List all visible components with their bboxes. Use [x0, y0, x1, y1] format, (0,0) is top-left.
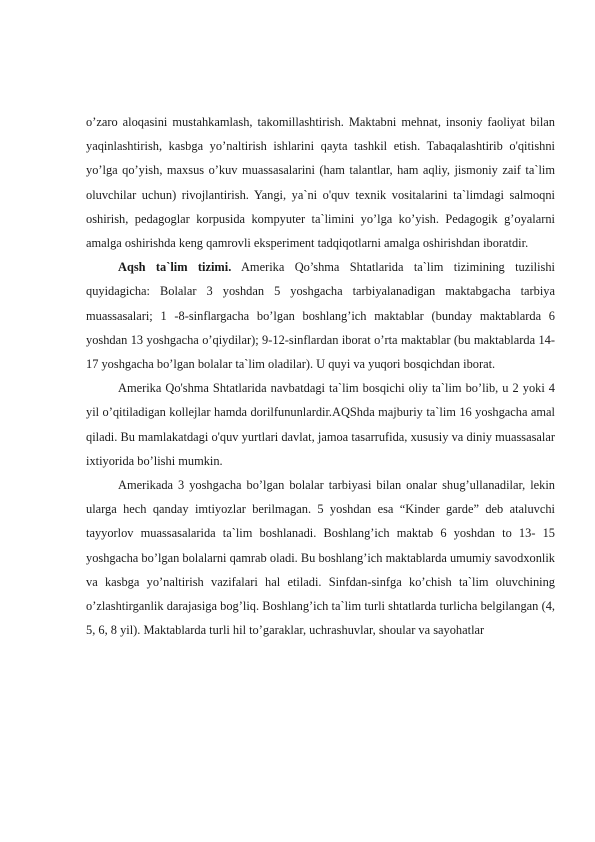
paragraph-4-text: Amerikada 3 yoshgacha bo’lgan bolalar tarbiyasi bilan onalar shug’ullanadilar, lekin ularga hech qanday imtiyozlar berilmagan. 5 yoshdan esa “Kinder garde” deb ataluvchi tayyorlov muassasalarida ta`lim boshlanadi. Boshlang’ich maktab 6 yoshdan to 13- 15 yoshgacha bo’lgan bolalarni qamrab oladi. Bu boshlang’ich maktablarda umumiy savodxonlik va kasbga yo’naltirish vazifalari hal etiladi. Sinfdan-sinfga ko’chish ta`lim oluvchining o’zlashtirganlik darajasiga bog’liq. Boshlang’ich ta`lim turli shtatlarda turlicha belgilangan (4, 5, 6, 8 yil). Maktablarda turli hil to’garaklar, uchrashuvlar, shoular va sayohatlar [86, 478, 555, 638]
paragraph-2-text: Amerika Qo’shma Shtatlarida ta`lim tizimining tuzilishi quyidagicha: Bolalar 3 yoshdan 5 yoshgacha tarbiyalanadigan maktabgacha tarbiya muassasalari; 1 -8-sinflargacha bo’lgan boshlang’ich maktablar (bunday maktablarda 6 yoshdan 13 yoshgacha o’qiydilar); 9-12-sinflardan iborat o’rta maktablar (bu maktablarda 14-17 yoshgacha bo’lgan bolalar ta`lim oladilar). U quyi va yuqori bosqichdan iborat. [86, 260, 556, 372]
paragraph-2 [86, 255, 555, 376]
paragraph-3-text: Amerika Qo'shma Shtatlarida navbatdagi ta`lim bosqichi oliy ta`lim bo’lib, u 2 yoki 4 yil o’qitiladigan kollejlar hamda dorilfununlardir.AQShda majburiy ta`lim 16 yoshgacha amal qiladi. Bu mamlakatdagi o'quv yurtlari davlat, jamoa tasarrufida, xususiy va diniy muassasalar ixtiyorida bo’lishi mumkin. [86, 381, 555, 468]
document-body [86, 110, 555, 642]
paragraph-1-text: o’zaro aloqasini mustahkamlash, takomillashtirish. Maktabni mehnat, insoniy faoliyat bilan yaqinlashtirish, kasbga yo’naltirish ishlarini qayta tashkil etish. Tabaqalashtirib o'qitishni yo’lga qo’yish, maxsus o’kuv muassasalarini (ham talantlar, ham aqliy, jismoniy zaif ta`lim oluvchilar uchun) rivojlantirish. Yangi, ya`ni o'quv texnik vositalarini ta`limdagi salmoqni oshirish, pedagoglar korpusida kompyuter ta`limini yo’lga ko’yish. Pedagogik g’oyalarni amalga oshirishda keng qamrovli eksperiment tadqiqotlarni amalga oshirishdan iboratdir. [86, 115, 555, 251]
paragraph-3 [86, 376, 555, 473]
section-heading-usa-education: Aqsh ta`lim tizimi. [118, 260, 232, 275]
paragraph-4 [86, 473, 555, 642]
paragraph-1 [86, 110, 555, 255]
